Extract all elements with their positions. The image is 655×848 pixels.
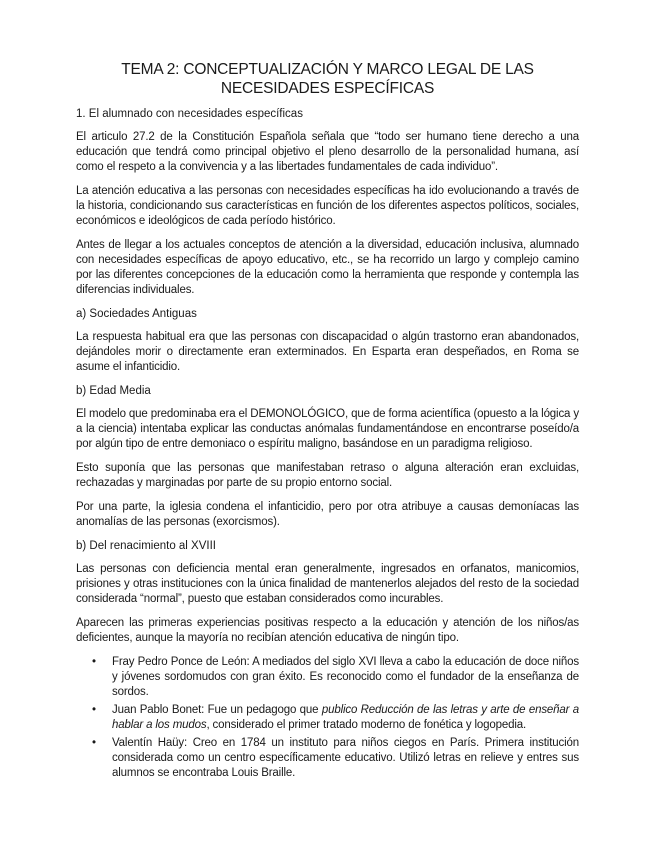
paragraph-conceptos: Antes de llegar a los actuales conceptos de atención a la diversidad, educación inclusiva, alumnado con necesidades específicas de apoyo educativo, etc., se ha recorrido un largo y complejo camino por las diferentes concepciones de la educación como la herramienta que responde y contempla las diferencias individuales. [76,239,579,296]
paragraph-primeras-experiencias: Aparecen las primeras experiencias positivas respecto a la educación y atención de los niños/as deficientes, aunque la mayoría no recibían atención educativa de ningún tipo. [76,617,579,644]
list-item-text-start: Juan Pablo Bonet: Fue un pedagogo que [112,704,322,716]
list-item-bonet [76,703,579,733]
paragraph-deficiencia-mental: Las personas con deficiencia mental eran generalmente, ingresados en orfanatos, manicomios, prisiones y otras instituciones con la única finalidad de mantenerlos alejados del resto de la sociedad considerada “normal”, puesto que estaban considerados como incurables. [76,563,579,605]
list-item-book-title: publico Reducción de las letras y arte de enseñar a hablar a los mudos [112,704,580,731]
title-line-2: NECESIDADES ESPECÍFICAS [220,80,435,97]
subheading-sociedades-antiguas: a) Sociedades Antiguas [76,308,197,320]
subheading-edad-media: b) Edad Media [76,385,151,397]
list-item-text: Fray Pedro Ponce de León: A mediados del siglo XVI lleva a cabo la educación de doce niños y jóvenes sordomudos con gran éxito. Es reconocido como el fundador de la enseñanza de sordos. [112,656,579,698]
subheading-renacimiento: b) Del renacimiento al XVIII [76,540,216,552]
bullet-icon: • [92,737,96,749]
paragraph-constitucion: El articulo 27.2 de la Constitución Española señala que “todo ser humano tiene derecho a una educación que tendrá como principal objetivo el pleno desarrollo de la personalidad humana, así como el respeto a la convivencia y a las libertades fundamentales de cada individuo”. [76,131,579,173]
paragraph-exclusion: Esto suponía que las personas que manifestaban retraso o alguna alteración eran excluidas, rechazadas y marginadas por parte de su propio entorno social. [76,462,579,489]
list-item-text: Valentín Haüy: Creo en 1784 un instituto para niños ciegos en París. Primera institución considerada como un centro específicamente educativo. Utilizó letras en relieve y entres sus alumnos se encontraba Louis Braille. [112,737,579,779]
bullet-icon: • [92,656,96,668]
section-heading-alumnado: 1. El alumnado con necesidades específicas [76,108,303,120]
pioneers-list [76,655,579,781]
paragraph-iglesia: Por una parte, la iglesia condena el infanticidio, pero por otra atribuye a causas demoníacas las anomalías de las personas (exorcismos). [76,501,579,528]
document-page [76,60,579,784]
list-item-text-end: , considerado el primer tratado moderno de fonética y logopedia. [206,719,527,731]
list-item-hauy [76,736,579,781]
bullet-icon: • [92,704,96,716]
paragraph-evolucion: La atención educativa a las personas con necesidades específicas ha ido evolucionando a través de la historia, condicionando sus características en función de los diferentes aspectos políticos, sociales, económicos e ideológicos de cada período histórico. [76,185,579,227]
document-title [76,60,579,98]
list-item-ponce-de-leon [76,655,579,700]
paragraph-demonologico: El modelo que predominaba era el DEMONOLÓGICO, que de forma acientífica (opuesto a la lógica y a la ciencia) intentaba explicar las conductas anómalas fundamentándose en encontrarse poseído/a por algún tipo de entre demoniaco o espíritu maligno, basándose en un paradigma religioso. [76,408,579,450]
title-line-1: TEMA 2: CONCEPTUALIZACIÓN Y MARCO LEGAL DE LAS [121,61,534,78]
paragraph-sociedades-antiguas: La respuesta habitual era que las personas con discapacidad o algún trastorno eran abandonados, dejándoles morir o directamente eran exterminados. En Esparta eran despeñados, en Roma se asume el infanticidio. [76,331,579,373]
